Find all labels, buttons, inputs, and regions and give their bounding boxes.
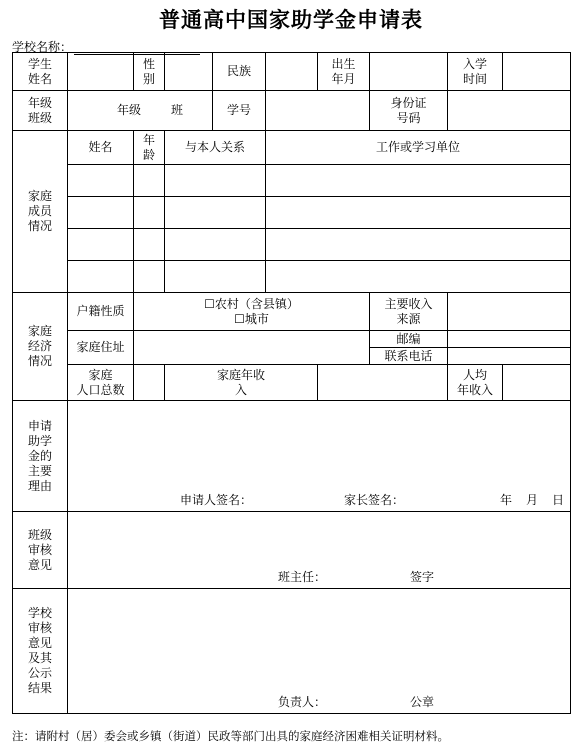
urban-checkbox[interactable]: ☐城市 (234, 311, 269, 326)
grade-word: 年级 (116, 103, 141, 117)
school-review-input[interactable] (68, 589, 571, 714)
family-members-label: 家庭 成员 情况 (13, 131, 68, 293)
family-col-name: 姓名 (68, 131, 134, 165)
rural-checkbox[interactable]: ☐农村（含县镇） (204, 296, 299, 311)
family-col-relation: 与本人关系 (165, 131, 266, 165)
family-name-cell[interactable] (68, 229, 134, 261)
reason-label: 申请 助学 金的 主要 理由 (13, 401, 68, 512)
population-label: 家庭 人口总数 (68, 365, 134, 401)
population-input[interactable] (134, 365, 165, 401)
form-title: 普通高中国家助学金申请表 (159, 7, 423, 32)
postcode-label: 邮编 (370, 331, 448, 348)
hukou-options (134, 293, 370, 331)
school-name-label: 学校名称： (12, 40, 73, 54)
student-id-input[interactable] (266, 91, 370, 131)
phone-input[interactable] (448, 348, 571, 365)
reason-input[interactable] (68, 401, 571, 512)
class-review-label: 班级 审核 意见 (13, 512, 68, 589)
grade-class-label: 年级 班级 (13, 91, 68, 131)
date-month: 月 (526, 493, 539, 507)
phone-label: 联系电话 (370, 348, 448, 365)
postcode-input[interactable] (448, 331, 571, 348)
enroll-input[interactable] (503, 53, 571, 91)
footnote: 注：请附村（居）委会或乡镇（街道）民政等部门出具的家庭经济困难相关证明材料。 (12, 729, 449, 743)
ethnicity-input[interactable] (266, 53, 318, 91)
family-col-work: 工作或学习单位 (266, 131, 571, 165)
class-word: 班 (171, 103, 184, 117)
date-day: 日 (552, 493, 565, 507)
birth-input[interactable] (370, 53, 448, 91)
id-card-input[interactable] (448, 91, 571, 131)
table-row (13, 261, 571, 293)
economy-label: 家庭 经济 情况 (13, 293, 68, 401)
family-name-cell[interactable] (68, 261, 134, 293)
address-label: 家庭住址 (68, 331, 134, 365)
table-row (13, 165, 571, 197)
id-card-label: 身份证 号码 (370, 91, 448, 131)
family-work-cell[interactable] (266, 229, 571, 261)
family-relation-cell[interactable] (165, 165, 266, 197)
per-capita-input[interactable] (503, 365, 571, 401)
family-relation-cell[interactable] (165, 197, 266, 229)
student-name-input[interactable] (68, 53, 134, 91)
family-relation-cell[interactable] (165, 261, 266, 293)
student-id-label: 学号 (213, 91, 266, 131)
family-age-cell[interactable] (134, 165, 165, 197)
income-source-label: 主要收入 来源 (370, 293, 448, 331)
per-capita-label: 人均 年收入 (448, 365, 503, 401)
annual-income-label: 家庭年收 入 (165, 365, 318, 401)
application-form-table (12, 52, 571, 714)
parent-sign-label: 家长签名： (344, 493, 405, 507)
family-work-cell[interactable] (266, 165, 571, 197)
ethnicity-label: 民族 (213, 53, 266, 91)
class-review-input[interactable] (68, 512, 571, 589)
family-age-cell[interactable] (134, 261, 165, 293)
grade-class-input[interactable] (68, 91, 213, 131)
table-row (13, 197, 571, 229)
table-row (13, 229, 571, 261)
annual-income-input[interactable] (318, 365, 448, 401)
birth-label: 出生 年月 (318, 53, 370, 91)
family-age-cell[interactable] (134, 197, 165, 229)
family-work-cell[interactable] (266, 261, 571, 293)
family-col-age: 年 龄 (134, 131, 165, 165)
applicant-sign-label: 申请人签名： (180, 493, 253, 507)
seal-label: 公章 (410, 695, 435, 709)
responsible-label: 负责人： (278, 695, 327, 709)
income-source-input[interactable] (448, 293, 571, 331)
class-sign-label: 签字 (410, 570, 435, 584)
enroll-label: 入学 时间 (448, 53, 503, 91)
family-work-cell[interactable] (266, 197, 571, 229)
hukou-label: 户籍性质 (68, 293, 134, 331)
gender-input[interactable] (165, 53, 213, 91)
family-name-cell[interactable] (68, 165, 134, 197)
gender-label: 性 别 (134, 53, 165, 91)
student-name-label: 学生 姓名 (13, 53, 68, 91)
date-year: 年 (500, 493, 513, 507)
family-name-cell[interactable] (68, 197, 134, 229)
class-teacher-label: 班主任： (278, 570, 327, 584)
address-input[interactable] (134, 331, 370, 365)
school-review-label: 学校 审核 意见 及其 公示 结果 (13, 589, 68, 714)
family-relation-cell[interactable] (165, 229, 266, 261)
family-age-cell[interactable] (134, 229, 165, 261)
